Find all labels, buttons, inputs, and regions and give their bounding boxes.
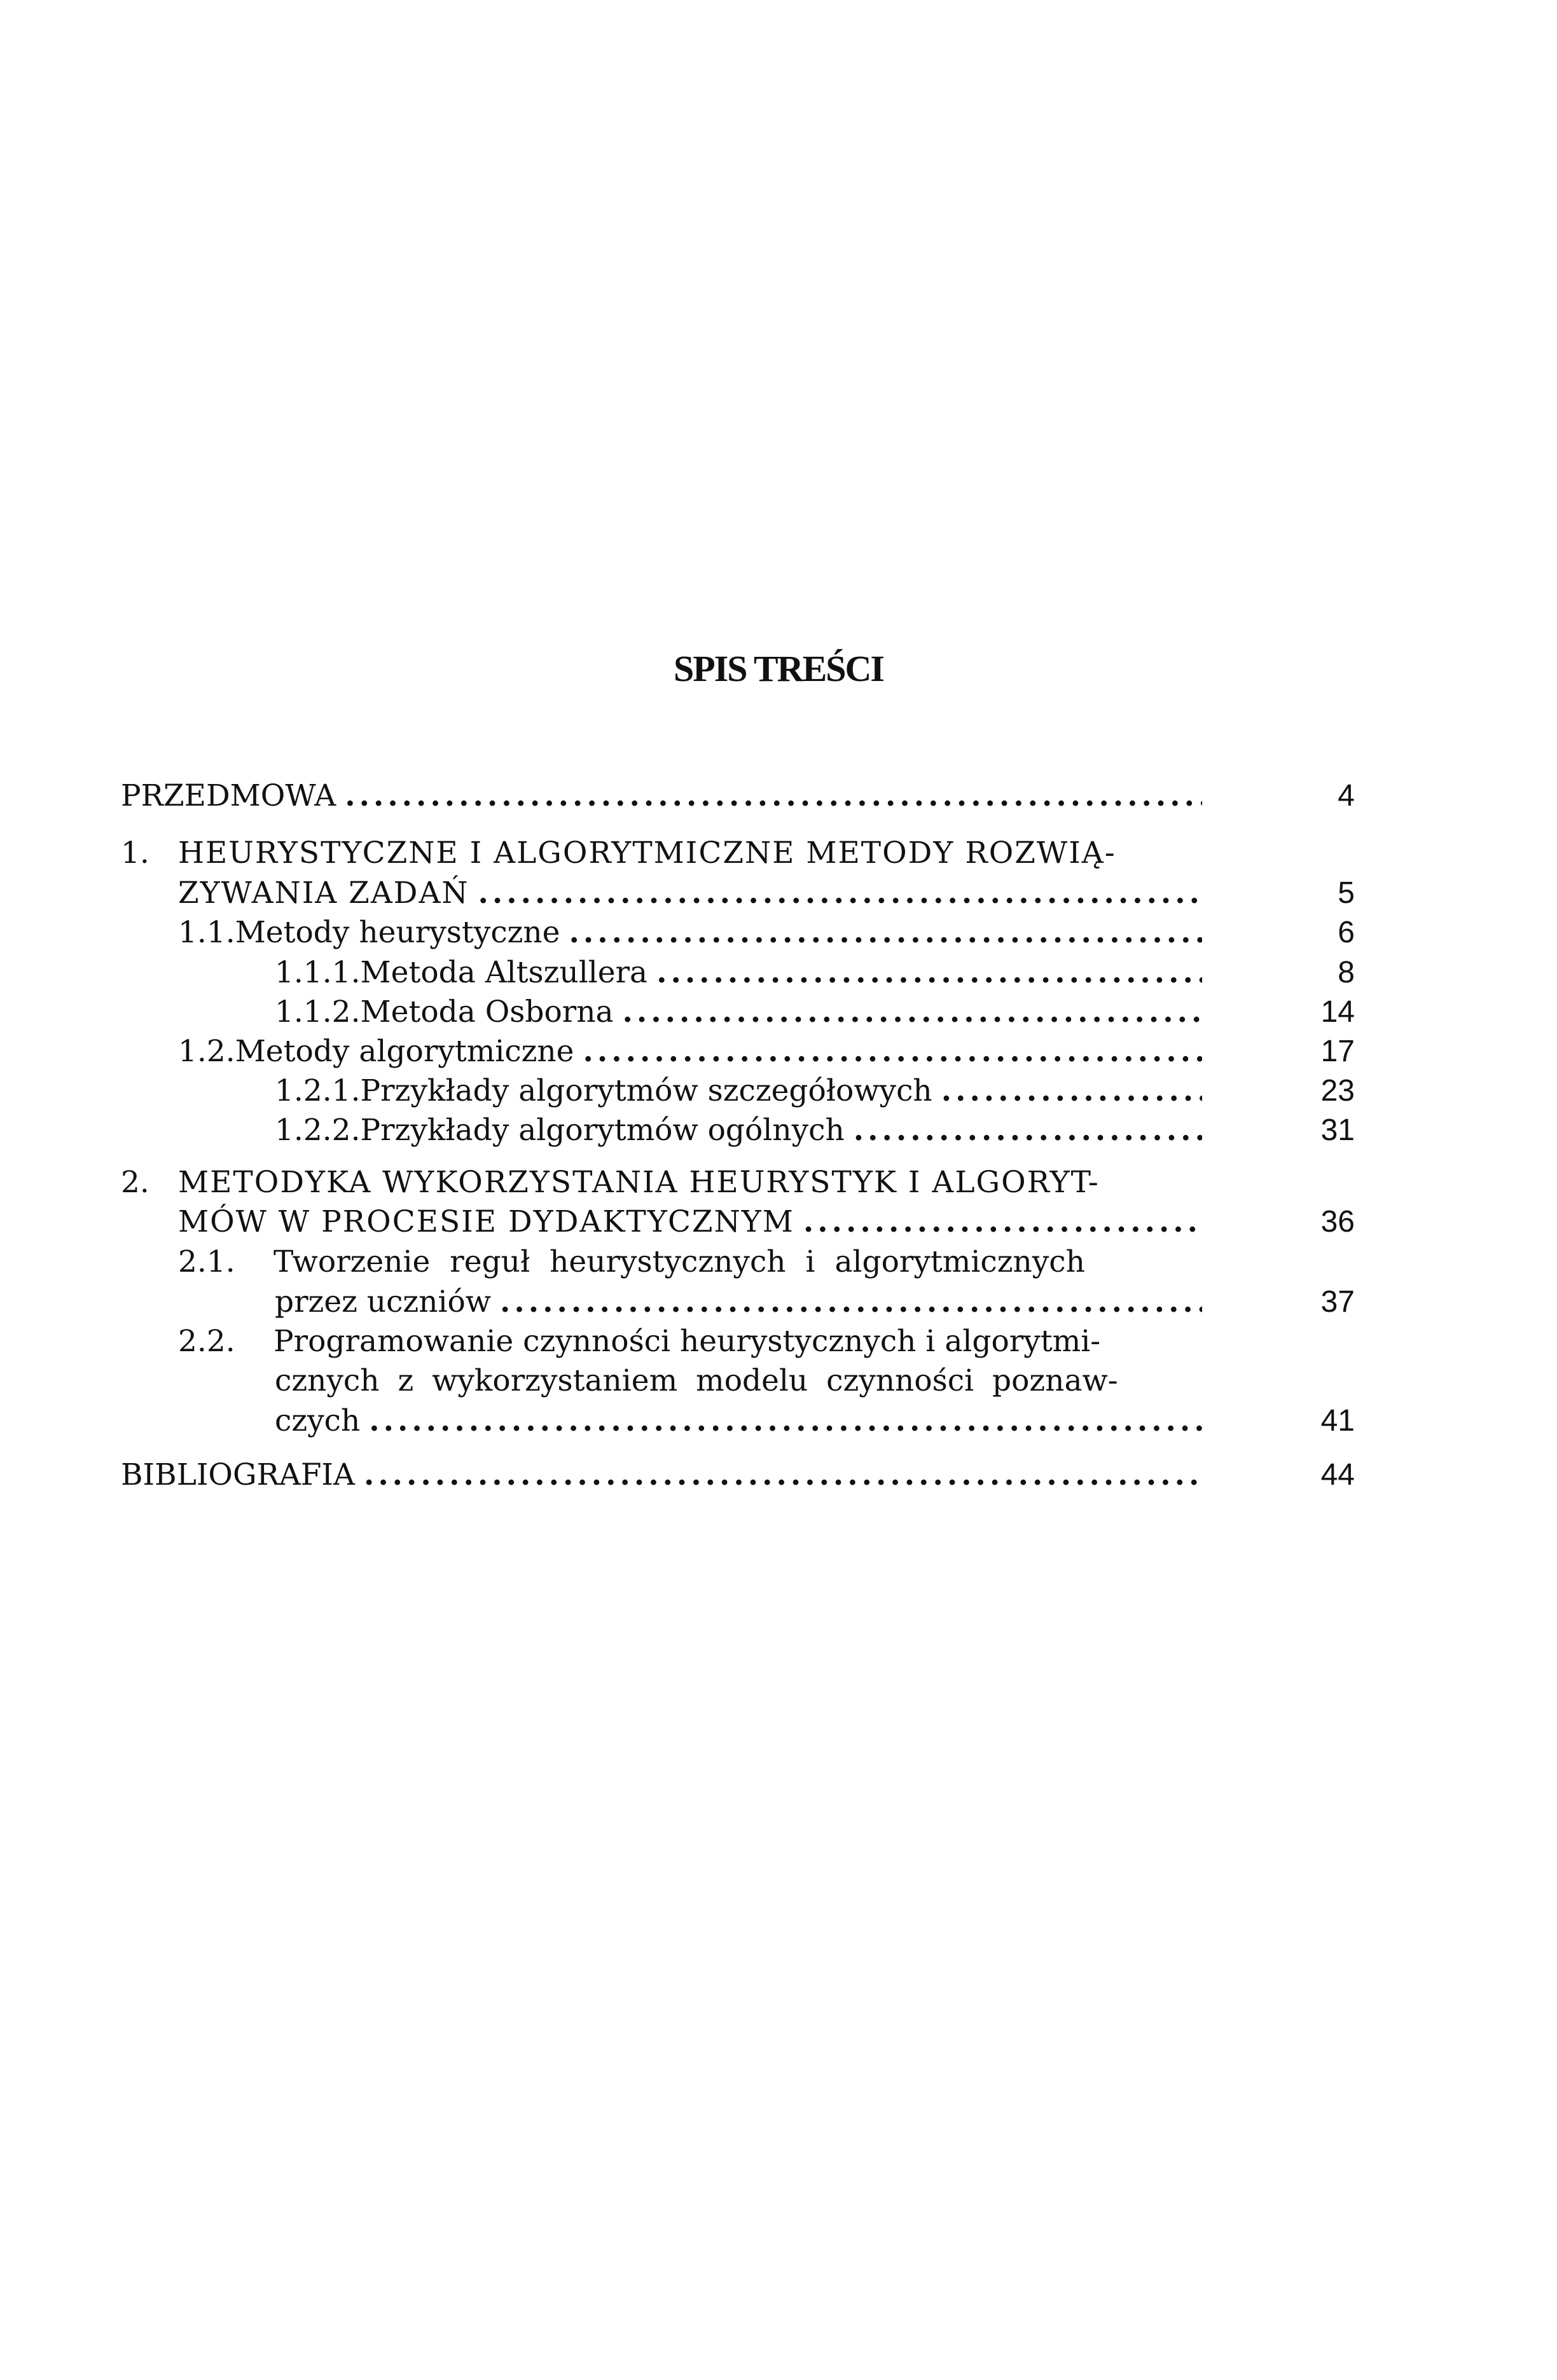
toc-entry-number: 1.2.2. bbox=[275, 1113, 361, 1148]
toc-entry-label: Przykłady algorytmów ogólnych bbox=[360, 1113, 845, 1148]
toc-entry-label-continued: MÓW W PROCESIE DYDAKTYCZNYM bbox=[178, 1204, 794, 1239]
dot-leader bbox=[569, 914, 1203, 952]
page-title: SPIS TREŚCI bbox=[674, 648, 883, 689]
dot-leader bbox=[656, 954, 1202, 992]
toc-page-number: 14 bbox=[1320, 995, 1355, 1029]
dot-leader bbox=[369, 1402, 1202, 1440]
toc-page-number: 8 bbox=[1338, 956, 1355, 989]
toc-entry-number: 1.1. bbox=[178, 915, 235, 950]
toc-entry-section-2-2-line-2[interactable] bbox=[275, 1362, 1210, 1400]
toc-entry-section-1-2[interactable] bbox=[178, 1033, 1202, 1071]
toc-page-number: 36 bbox=[1320, 1205, 1355, 1239]
toc-entry-chapter-2-line-1[interactable] bbox=[121, 1164, 1202, 1202]
dot-leader bbox=[623, 993, 1203, 1031]
toc-entry-subsection-1-2-1[interactable] bbox=[275, 1072, 1202, 1110]
toc-entry-label: Programowanie czynności heurystycznych i algorytmi- bbox=[273, 1324, 1101, 1359]
toc-entry-label: Przykłady algorytmów szczegółowych bbox=[360, 1073, 932, 1108]
dot-leader bbox=[364, 1456, 1202, 1494]
toc-entry-label: Metody heurystyczne bbox=[235, 915, 560, 950]
toc-entry-number: 1.1.1. bbox=[275, 955, 361, 990]
dot-leader bbox=[500, 1283, 1202, 1321]
dot-leader bbox=[941, 1072, 1202, 1110]
toc-entry-label-continued: przez uczniów bbox=[275, 1284, 492, 1319]
toc-entry-label: HEURYSTYCZNE I ALGORYTMICZNE METODY ROZWIĄ- bbox=[178, 836, 1116, 870]
toc-entry-number: 1.2.1. bbox=[275, 1073, 361, 1108]
toc-entry-subsection-1-1-2[interactable] bbox=[275, 993, 1202, 1031]
toc-entry-label-continued: cznych z wykorzystaniem modelu czynności poznaw- bbox=[275, 1363, 1118, 1398]
toc-page-number: 23 bbox=[1320, 1074, 1355, 1108]
toc-entry-label: METODYKA WYKORZYSTANIA HEURYSTYK I ALGORYT- bbox=[178, 1165, 1100, 1200]
toc-page-number: 37 bbox=[1320, 1285, 1355, 1319]
toc-page-number: 44 bbox=[1320, 1458, 1355, 1492]
toc-entry-number: 2. bbox=[121, 1165, 149, 1200]
toc-entry-section-2-1-line-1[interactable] bbox=[178, 1243, 1247, 1281]
toc-entry-preface[interactable] bbox=[121, 777, 1202, 815]
toc-entry-number: 2.2. bbox=[178, 1324, 235, 1359]
toc-entry-label: Tworzenie reguł heurystycznych i algorytmicznych bbox=[273, 1244, 1085, 1279]
toc-page-number: 41 bbox=[1320, 1404, 1355, 1438]
dot-leader bbox=[478, 874, 1202, 912]
toc-page-number: 4 bbox=[1338, 779, 1355, 813]
toc-entry-subsection-1-1-1[interactable] bbox=[275, 954, 1202, 992]
toc-page-number: 31 bbox=[1320, 1113, 1355, 1147]
toc-entry-section-2-1-line-2[interactable] bbox=[275, 1283, 1202, 1321]
toc-entry-chapter-2-line-2[interactable] bbox=[178, 1203, 1202, 1241]
toc-entry-section-2-2-line-3[interactable] bbox=[275, 1402, 1202, 1440]
dot-leader bbox=[803, 1203, 1202, 1241]
toc-page-number: 6 bbox=[1338, 916, 1355, 949]
toc-entry-subsection-1-2-2[interactable] bbox=[275, 1111, 1202, 1150]
toc-entry-label: PRZEDMOWA bbox=[121, 778, 336, 813]
dot-leader bbox=[583, 1033, 1203, 1071]
toc-entry-number: 1. bbox=[121, 836, 149, 870]
toc-entry-number: 2.1. bbox=[178, 1244, 235, 1279]
toc-entry-label-continued: czych bbox=[275, 1403, 361, 1438]
toc-entry-section-2-2-line-1[interactable] bbox=[178, 1323, 1221, 1361]
toc-entry-number: 1.2. bbox=[178, 1034, 235, 1069]
toc-entry-label: Metoda Altszullera bbox=[360, 955, 648, 990]
toc-entry-bibliography[interactable] bbox=[121, 1456, 1202, 1494]
dot-leader bbox=[345, 777, 1202, 815]
toc-page-number: 17 bbox=[1320, 1035, 1355, 1068]
toc-entry-label: Metody algorytmiczne bbox=[235, 1034, 574, 1069]
toc-entry-label: Metoda Osborna bbox=[360, 994, 614, 1029]
toc-entry-chapter-1-line-1[interactable] bbox=[121, 834, 1202, 872]
dot-leader bbox=[854, 1111, 1202, 1150]
toc-entry-number: 1.1.2. bbox=[275, 994, 361, 1029]
toc-entry-label-continued: ZYWANIA ZADAŃ bbox=[178, 876, 469, 911]
toc-entry-label: BIBLIOGRAFIA bbox=[121, 1457, 355, 1492]
toc-entry-chapter-1-line-2[interactable] bbox=[178, 874, 1202, 912]
toc-entry-section-1-1[interactable] bbox=[178, 914, 1202, 952]
toc-page-number: 5 bbox=[1338, 876, 1355, 910]
